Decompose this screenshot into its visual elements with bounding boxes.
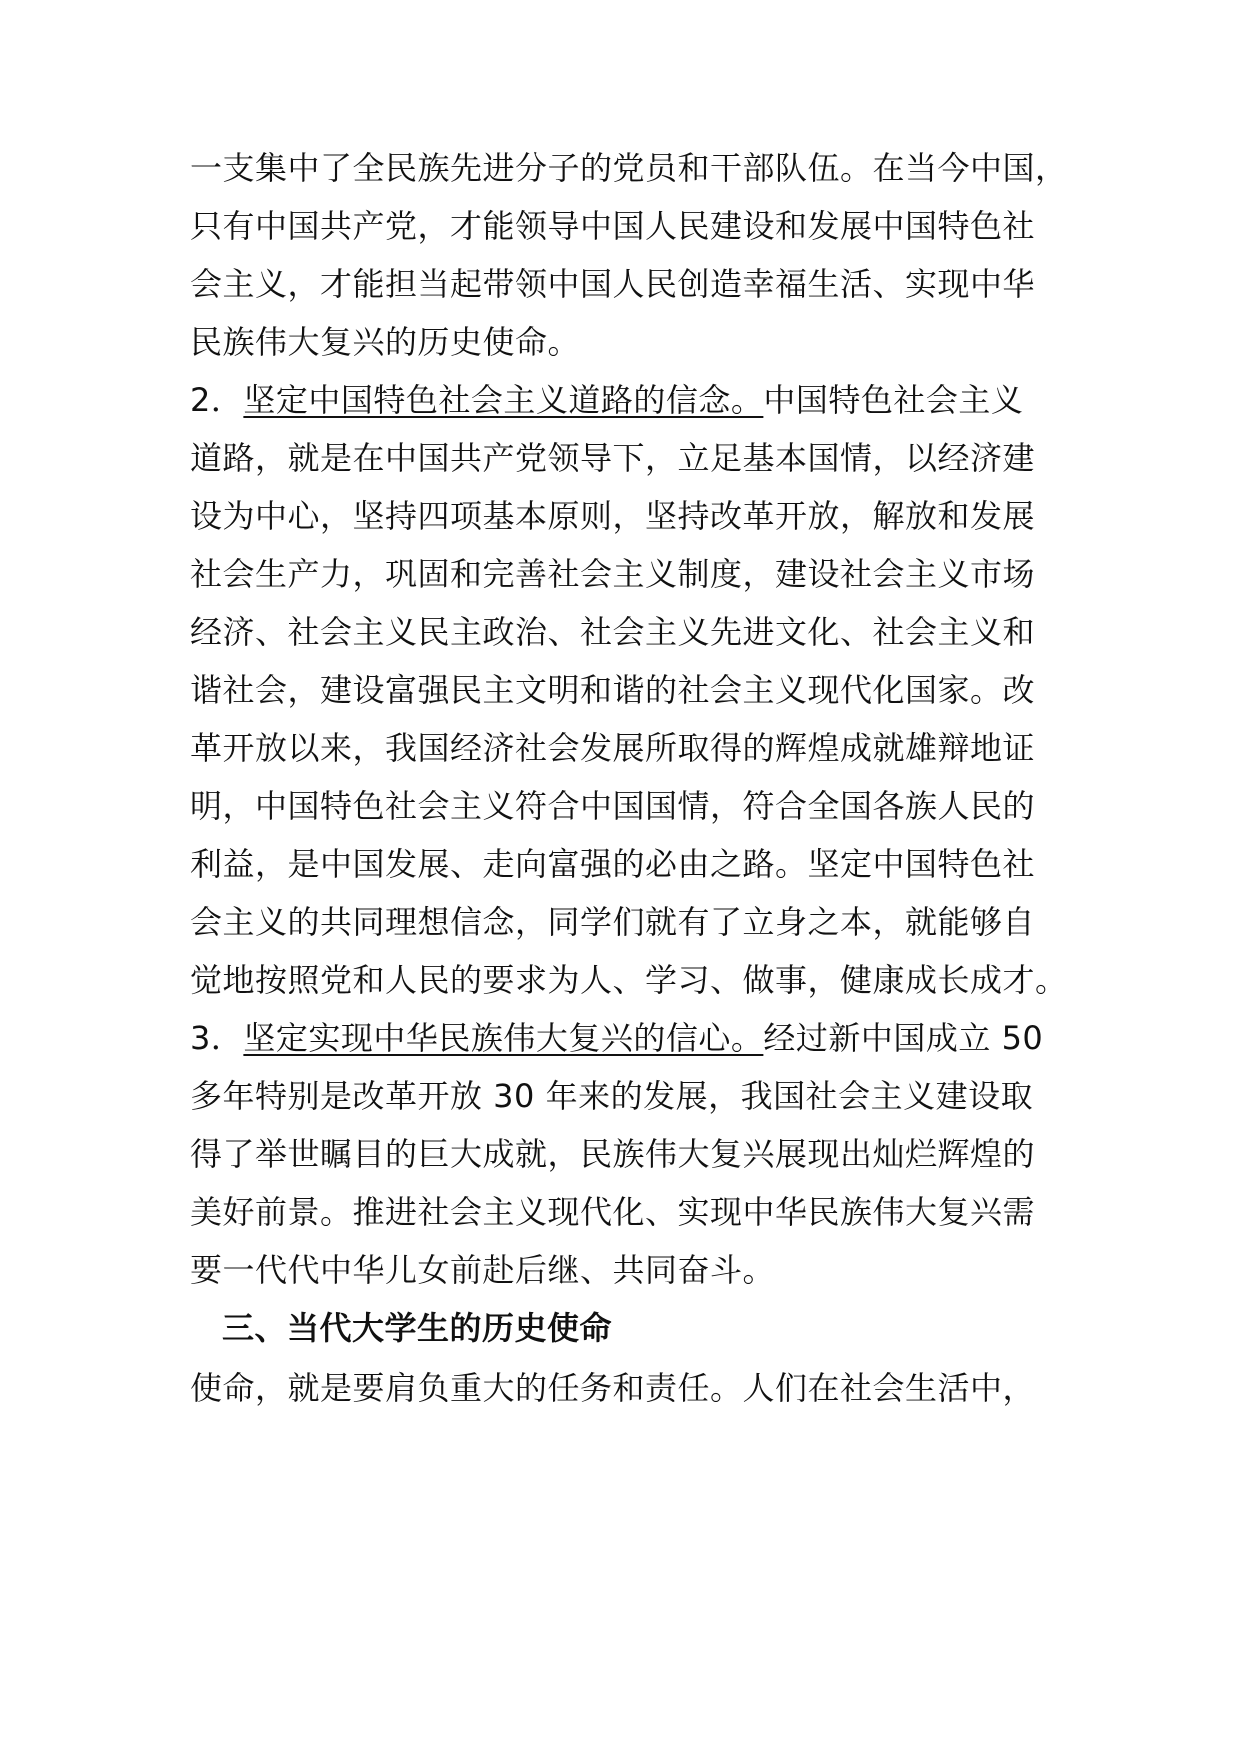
section-heading: 三、当代大学生的历史使命 xyxy=(222,1309,613,1347)
text-line: 道路，就是在中国共产党领导下，立足基本国情，以经济建 xyxy=(190,439,1036,477)
text-line: 民族伟大复兴的历史使命。 xyxy=(190,323,581,361)
item-3-first-rest: 经过新中国成立 50 xyxy=(763,1019,1044,1057)
item-2-number: 2． xyxy=(190,381,244,419)
text-line: 社会生产力，巩固和完善社会主义制度，建设社会主义市场 xyxy=(190,555,1036,593)
text-line: 经济、社会主义民主政治、社会主义先进文化、社会主义和 xyxy=(190,613,1036,651)
text-line: 一支集中了全民族先进分子的党员和干部队伍。在当今中国， xyxy=(190,149,1068,187)
text-line: 多年特别是改革开放 30 年来的发展，我国社会主义建设取 xyxy=(190,1077,1034,1115)
text-line: 利益，是中国发展、走向富强的必由之路。坚定中国特色社 xyxy=(190,845,1036,883)
text-line: 会主义的共同理想信念，同学们就有了立身之本，就能够自 xyxy=(190,903,1036,941)
item-3-first-line xyxy=(190,1014,1070,1062)
text-line: 得了举世瞩目的巨大成就，民族伟大复兴展现出灿烂辉煌的 xyxy=(190,1135,1036,1173)
text-line: 明，中国特色社会主义符合中国国情，符合全国各族人民的 xyxy=(190,787,1036,825)
text-line: 觉地按照党和人民的要求为人、学习、做事，健康成长成才。 xyxy=(190,961,1068,999)
item-3-number: 3． xyxy=(190,1019,244,1057)
text-line: 要一代代中华儿女前赴后继、共同奋斗。 xyxy=(190,1251,776,1289)
text-line: 革开放以来，我国经济社会发展所取得的辉煌成就雄辩地证 xyxy=(190,729,1036,767)
item-2-title: 坚定中国特色社会主义道路的信念。 xyxy=(243,381,764,419)
item-3-title: 坚定实现中华民族伟大复兴的信心。 xyxy=(243,1019,764,1057)
text-line: 会主义，才能担当起带领中国人民创造幸福生活、实现中华 xyxy=(190,265,1036,303)
item-2-first-line xyxy=(190,376,1070,424)
text-line: 使命，就是要肩负重大的任务和责任。人们在社会生活中， xyxy=(190,1369,1036,1407)
text-line: 设为中心，坚持四项基本原则，坚持改革开放，解放和发展 xyxy=(190,497,1036,535)
text-line: 只有中国共产党，才能领导中国人民建设和发展中国特色社 xyxy=(190,207,1036,245)
text-line: 美好前景。推进社会主义现代化、实现中华民族伟大复兴需 xyxy=(190,1193,1036,1231)
text-line: 谐社会，建设富强民主文明和谐的社会主义现代化国家。改 xyxy=(190,671,1036,709)
item-2-first-rest: 中国特色社会主义 xyxy=(763,381,1024,419)
